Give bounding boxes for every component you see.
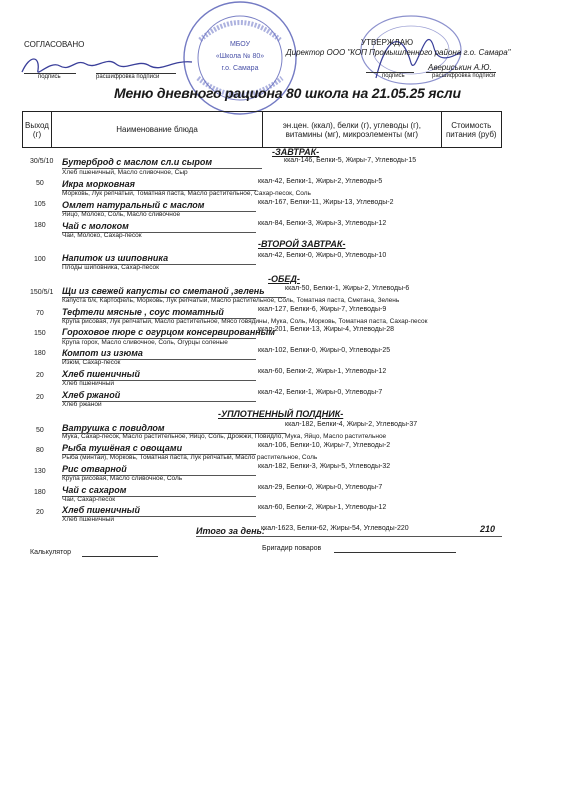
approve-label: УТВЕРЖДАЮ [361,38,414,47]
dish-ingredients: Крупа рисовая, Лук репчатый, Масло растительное, Мясо говядины, Мука, Соль, Морковь, Томатная паста, Сахар-песок [62,318,428,325]
dish-ingredients: Крупа рисовая, Масло сливочное, Соль [62,475,183,482]
school-stamp [182,0,302,122]
dish-name: Чай с молоком [62,221,129,231]
dish-name: Бутерброд с маслом сл.и сыром [62,157,213,167]
menu-table-header [22,111,502,148]
dish-name: Рис отварной [62,464,127,474]
item-output: 30/5/10 [30,158,54,165]
dish-nutrition: ккал-167, Белки-11, Жиры-13, Углеводы-2 [258,199,394,206]
page-title: Меню дневного рациона 80 школа на 21.05.25 ясли [114,85,461,101]
dish-name: Щи из свежей капусты со сметаной ,зелень [62,286,265,296]
dish-ingredients: Плоды шиповника, Сахар-песок [62,264,160,271]
dish-ingredients: Капуста б/к, Картофель, Морковь, Лук репчатый, Масло растительное, Соль, Томатная паста, Сметана, Зелень [62,297,400,304]
total-cost: 210 [480,524,496,534]
item-output: 130 [34,468,46,475]
dish-name: Ватрушка с повидлом [62,423,165,433]
dish-ingredients: Чай, Молоко, Сахар-песок [62,232,142,239]
dish-name: Хлеб пшеничный [62,369,140,379]
item-output: 70 [36,310,44,317]
dish-ingredients: Мука, Сахар-песок, Масло растительное, Яйцо, Соль, Дрожжи, Повидло, Мука, Яйцо, Масло растительное [62,433,387,440]
col-name-header: Наименование блюда [51,112,262,148]
section-title-second-breakfast: -ВТОРОЙ ЗАВТРАК- [258,239,346,249]
dish-ingredients: Изюм, Сахар-песок [62,359,121,366]
dish-name: Тефтели мясные , соус томатный [62,307,224,317]
item-output: 180 [34,222,46,229]
total-label: Итого за день: [196,526,265,536]
dish-name: Рыба тушёная с овощами [62,443,183,453]
dish-nutrition: ккал-182, Белки-4, Жиры-2, Углеводы-37 [285,421,418,428]
item-output: 180 [34,489,46,496]
dish-name: Хлеб пшеничный [62,505,140,515]
dish-name: Хлеб ржаной [62,390,121,400]
col-nutrition-header: эн.цен. (ккал), белки (г), углеводы (г), витамины (мг), микроэлементы (мг) [263,112,442,148]
dish-name: Напиток из шиповника [62,253,169,263]
dish-name: Икра морковная [62,179,135,189]
dish-nutrition: ккал-42, Белки-1, Жиры-0, Углеводы-7 [258,389,383,396]
left-decode-caption: расшифровка подписи [96,74,160,80]
svg-text:МБОУ: МБОУ [229,41,251,48]
calculator-label: Калькулятор [30,549,71,556]
dish-name: Гороховое пюре с огурцом консервированным [62,327,276,337]
right-sign-caption: подпись [382,73,405,79]
col-cost-header: Стоимость питания (руб) [441,112,501,148]
agreed-label: СОГЛАСОВАНО [24,40,85,49]
item-output: 50 [36,180,44,187]
dish-ingredients: Морковь, Лук репчатый, Томатная паста, Масло растительное, Сахар-песок, Соль [62,190,311,197]
section-title-lunch: -ОБЕД- [268,274,300,284]
item-output: 20 [36,372,44,379]
dish-nutrition: ккал-42, Белки-1, Жиры-2, Углеводы-5 [258,178,383,185]
item-output: 180 [34,350,46,357]
section-title-breakfast: -ЗАВТРАК- [272,147,320,157]
calculator-sign-line [82,556,158,557]
dish-name: Компот из изюма [62,348,143,358]
svg-text:г.о. Самара: г.о. Самара [221,65,259,72]
dish-nutrition: ккал-102, Белки-0, Жиры-0, Углеводы-25 [258,347,391,354]
director-position: Директор ООО "КОП Промышленного района г.о. Самара" [286,48,511,57]
col-output-header: Выход (г) [23,112,52,148]
item-output: 50 [36,427,44,434]
dish-ingredients: Чай, Сахар-песок [62,496,116,503]
dish-ingredients: Рыба (минтай), Морковь, Томатная паста, Лук репчатый, Масло растительное, Соль [62,454,318,461]
item-output: 20 [36,509,44,516]
total-underline [196,536,502,537]
dish-nutrition: ккал-182, Белки-3, Жиры-5, Углеводы-32 [258,463,391,470]
dish-ingredients: Крупа горох, Масло сливочное, Соль, Огурцы соленые [62,339,228,346]
dish-ingredients: Хлеб ржаной [62,401,102,408]
dish-nutrition: ккал-127, Белки-6, Жиры-7, Углеводы-9 [258,306,387,313]
left-sign-caption: подпись [38,74,61,80]
item-output: 150 [34,330,46,337]
dish-name: Омлет натуральный с маслом [62,200,205,210]
dish-nutrition: ккал-42, Белки-0, Жиры-0, Углеводы-10 [258,252,387,259]
dish-ingredients: Яйцо, Молоко, Соль, Масло сливочное [62,211,181,218]
dish-nutrition: ккал-60, Белки-2, Жиры-1, Углеводы-12 [258,368,387,375]
dish-nutrition: ккал-50, Белки-1, Жиры-2, Углеводы-6 [285,285,410,292]
dish-nutrition: ккал-29, Белки-0, Жиры-0, Углеводы-7 [258,484,383,491]
svg-text:«Школа № 80»: «Школа № 80» [215,53,265,60]
item-output: 100 [34,256,46,263]
dish-ingredients: Хлеб пшеничный [62,380,115,387]
dish-nutrition: ккал-201, Белки-13, Жиры-4, Углеводы-28 [258,326,395,333]
item-output: 150/5/1 [30,289,54,296]
dish-nutrition: ккал-106, Белки-10, Жиры-7, Углеводы-2 [258,442,391,449]
total-nutrition: ккал-1623, Белки-62, Жиры-54, Углеводы-220 [261,525,409,532]
right-decode-caption: расшифровка подписи [432,73,496,79]
item-output: 20 [36,394,44,401]
dish-name: Чай с сахаром [62,485,127,495]
section-title-afternoon-snack: -УПЛОТНЕННЫЙ ПОЛДНИК- [218,409,344,419]
dish-nutrition: ккал-60, Белки-2, Жиры-1, Углеводы-12 [258,504,387,511]
dish-ingredients: Хлеб пшеничный, Масло сливочное, Сыр [62,169,188,176]
dish-ingredients: Хлеб пшеничный [62,516,115,523]
brigadier-label: Бригадир поваров [262,545,322,552]
dish-nutrition: ккал-84, Белки-3, Жиры-3, Углеводы-12 [258,220,387,227]
director-name: Авериськин А.Ю. [428,63,492,72]
item-output: 105 [34,201,46,208]
brigadier-sign-line [334,552,456,553]
dish-nutrition: ккал-146, Белки-5, Жиры-7, Углеводы-15 [284,157,417,164]
item-output: 80 [36,447,44,454]
